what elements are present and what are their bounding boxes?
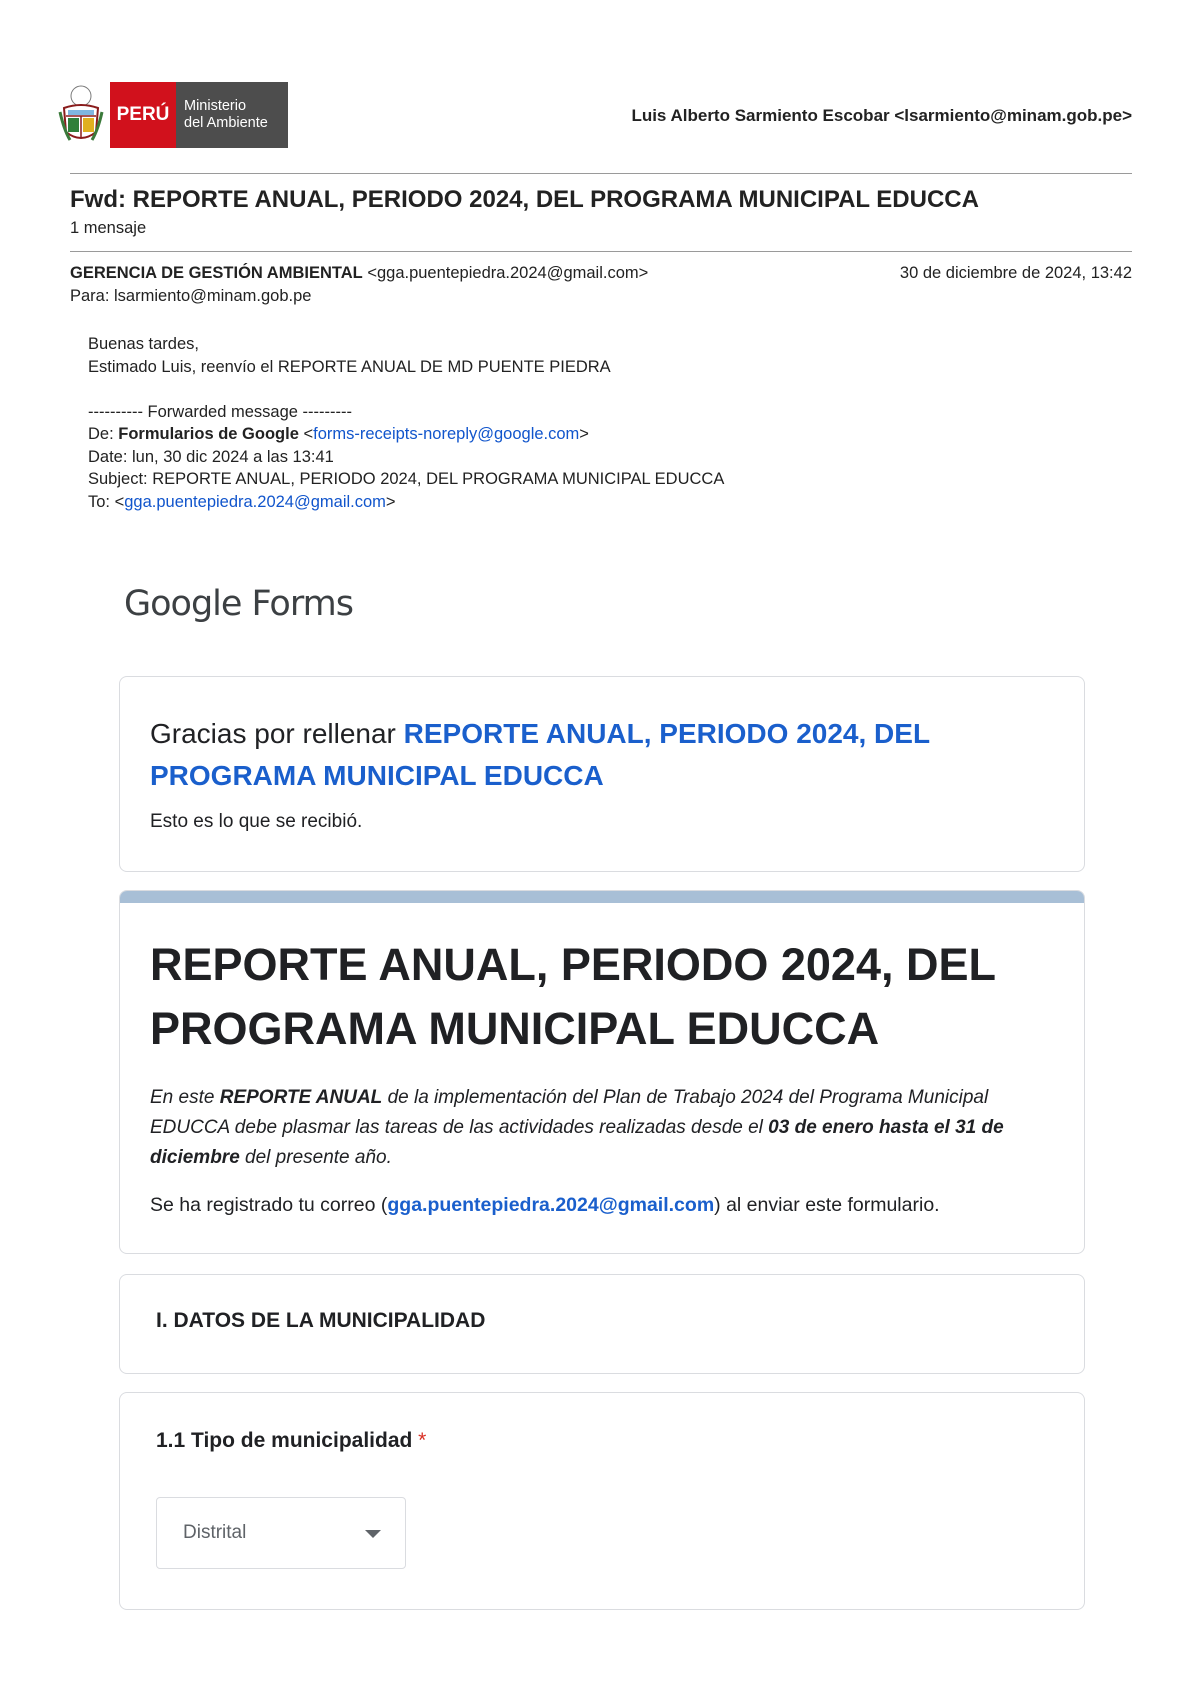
thanks-message <box>150 713 1050 797</box>
registered-email: gga.puentepiedra.2024@gmail.com <box>387 1194 715 1216</box>
divider <box>70 251 1132 252</box>
body-line: Estimado Luis, reenvío el REPORTE ANUAL DE MD PUENTE PIEDRA <box>88 357 611 376</box>
dropdown-value: Distrital <box>183 1522 247 1543</box>
form-title: REPORTE ANUAL, PERIODO 2024, DEL PROGRAMA MUNICIPAL EDUCCA <box>150 939 996 1054</box>
ministry-line-1: Ministerio <box>184 98 247 114</box>
bracket: < <box>298 425 314 443</box>
section-title: I. DATOS DE LA MUNICIPALIDAD <box>156 1309 486 1332</box>
fwd-from-name: Formularios de Google <box>118 425 299 443</box>
fwd-to-label: To: < <box>88 492 125 511</box>
registered-prefix: Se ha registrado tu correo ( <box>150 1194 388 1216</box>
section-card <box>119 1274 1085 1374</box>
ministry-name <box>176 82 288 148</box>
fwd-from <box>88 423 724 446</box>
recipient-line: Para: lsarmiento@minam.gob.pe <box>70 287 312 305</box>
form-description <box>150 1083 1060 1173</box>
thanks-prefix: Gracias por rellenar <box>150 718 404 749</box>
sender-name: GERENCIA DE GESTIÓN AMBIENTAL <box>70 264 363 282</box>
email-date: 30 de diciembre de 2024, 13:42 <box>899 264 1132 282</box>
required-asterisk: * <box>418 1429 427 1452</box>
bracket: > <box>579 425 589 443</box>
sender-line <box>70 264 648 283</box>
desc-text: de la implementación del Plan de Trabajo 2024 del Programa Municipal EDUCCA debe plasmar las tareas de las actividades realizadas desde el <box>150 1087 989 1138</box>
form-header-card <box>119 890 1085 1254</box>
email-body <box>88 333 724 513</box>
form-accent-bar <box>120 891 1084 903</box>
fwd-date: Date: lun, 30 dic 2024 a las 13:41 <box>88 447 334 466</box>
coat-of-arms-icon <box>58 82 104 148</box>
divider <box>70 173 1132 174</box>
greeting: Buenas tardes, <box>88 335 199 353</box>
desc-text: En este <box>150 1087 220 1108</box>
forwarded-header: ---------- Forwarded message --------- <box>88 402 352 421</box>
bracket: > <box>385 492 396 511</box>
fwd-from-label: De: <box>88 425 119 443</box>
form-title-link[interactable]: REPORTE ANUAL, PERIODO 2024, DEL PROGRAMA MUNICIPAL EDUCCA <box>150 718 930 791</box>
thanks-card <box>119 676 1085 872</box>
fwd-to <box>88 491 724 514</box>
google-forms-logo: Google Forms <box>124 584 353 624</box>
dropdown-arrow-icon <box>365 1530 381 1538</box>
desc-bold: REPORTE ANUAL <box>219 1087 383 1108</box>
registered-suffix: ) al enviar este formulario. <box>714 1194 940 1216</box>
question-card <box>119 1392 1085 1610</box>
fwd-from-email-link[interactable]: forms-receipts-noreply@google.com <box>313 425 580 443</box>
sender-email: <gga.puentepiedra.2024@gmail.com> <box>367 264 649 282</box>
message-count: 1 mensaje <box>70 219 147 237</box>
ministry-line-2: del Ambiente <box>184 115 268 131</box>
question-text: 1.1 Tipo de municipalidad <box>156 1429 413 1452</box>
municipality-type-dropdown[interactable] <box>156 1497 406 1569</box>
question-title <box>156 1429 426 1453</box>
received-note: Esto es lo que se recibió. <box>150 811 363 832</box>
registered-email-note <box>150 1194 940 1217</box>
ministry-logo <box>58 82 288 148</box>
account-owner: Luis Alberto Sarmiento Escobar <lsarmiento@minam.gob.pe> <box>631 106 1132 125</box>
desc-text: del presente año. <box>239 1147 392 1168</box>
peru-label: PERÚ <box>110 82 176 148</box>
fwd-subject: Subject: REPORTE ANUAL, PERIODO 2024, DEL PROGRAMA MUNICIPAL EDUCCA <box>88 470 725 488</box>
email-subject: Fwd: REPORTE ANUAL, PERIODO 2024, DEL PROGRAMA MUNICIPAL EDUCCA <box>70 186 979 213</box>
fwd-to-email-link[interactable]: gga.puentepiedra.2024@gmail.com <box>124 492 386 511</box>
desc-bold: 03 de enero hasta el 31 de diciembre <box>150 1117 1004 1168</box>
